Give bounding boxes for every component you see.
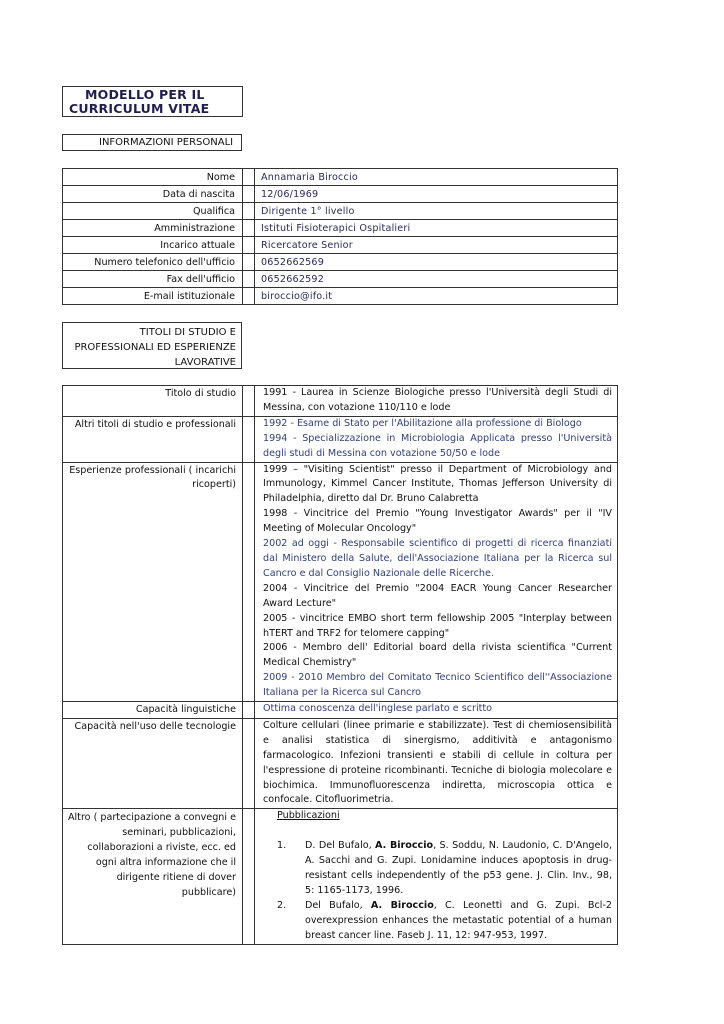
field-label: Data di nascita bbox=[63, 186, 243, 203]
table-row bbox=[63, 220, 618, 237]
field-label: Fax dell'ufficio bbox=[63, 271, 243, 288]
cv-title bbox=[62, 86, 243, 117]
field-value: Annamaria Biroccio bbox=[255, 169, 618, 186]
list-item: 1994 - Specializzazione in Microbiologia Applicata presso l'Università degli studi di Messina con votazione 50/50 e lode bbox=[263, 432, 612, 459]
field-label: Numero telefonico dell'ufficio bbox=[63, 254, 243, 271]
cv-title-line2: CURRICULUM VITAE bbox=[69, 101, 210, 116]
cv-title-line1: MODELLO PER IL bbox=[85, 87, 205, 102]
field-label: Incarico attuale bbox=[63, 237, 243, 254]
publication-number: 2. bbox=[277, 899, 287, 911]
publication-text: Del Bufalo, A. Biroccio, C. Leonetti and G. Zupi. Bcl-2 overexpression enhances the metastatic potential of a human breast cancer line. Faseb J. 11, 12: 947-953, 1997. bbox=[305, 899, 613, 941]
list-item: 2002 ad oggi - Responsabile scientifico di progetti di ricerca finanziati dal Ministero della Salute, dell'Associazione Italiana per la Ricerca sul Cancro e dal Consiglio Nazionale delle Ricerche. bbox=[263, 538, 612, 579]
table-row bbox=[63, 416, 618, 462]
table-row bbox=[63, 702, 618, 719]
table-row bbox=[63, 186, 618, 203]
list-item: 2006 - Membro dell' Editorial board della rivista scientifica "Current Medical Chemistry" bbox=[263, 642, 612, 669]
list-item: 2005 - vincitrice EMBO short term fellowship 2005 "Interplay between hTERT and TRF2 for telomere capping" bbox=[263, 612, 612, 639]
altri-titoli-value bbox=[255, 416, 618, 462]
publications-title: Pubblicazioni bbox=[277, 810, 340, 822]
field-value: 12/06/1969 bbox=[255, 186, 618, 203]
altro-value bbox=[255, 809, 618, 944]
altro-label: Altro ( partecipazione a convegni e seminari, pubblicazioni, collaborazioni a riviste, ecc. ed ogni altra informazione che il dirigente ritiene di dover pubblicare) bbox=[63, 809, 243, 944]
esperienze-label: Esperienze professionali ( incarichi ricoperti) bbox=[63, 462, 243, 702]
esperienze-value bbox=[255, 462, 618, 702]
email-link[interactable]: biroccio@ifo.it bbox=[255, 288, 618, 305]
altri-titoli-label: Altri titoli di studio e professionali bbox=[63, 416, 243, 462]
table-row bbox=[63, 462, 618, 702]
field-value: 0652662592 bbox=[255, 271, 618, 288]
table-row bbox=[63, 386, 618, 417]
field-value: Dirigente 1° livello bbox=[255, 203, 618, 220]
publication-text: D. Del Bufalo, A. Biroccio, S. Soddu, N. Laudonio, C. D'Angelo, A. Sacchi and G. Zupi. Lonidamine induces apoptosis in drug-resistant cells independently of the p53 gene. J. Clin. Inv., 98, 5: 1165-1173, 1996. bbox=[305, 840, 612, 896]
table-row bbox=[63, 288, 618, 305]
lingue-label: Capacità linguistiche bbox=[63, 702, 243, 719]
section-titles-experience: TITOLI DI STUDIO E PROFESSIONALI ED ESPERIENZE LAVORATIVE bbox=[62, 322, 242, 369]
list-item: 1992 - Esame di Stato per l'Abilitazione alla professione di Biologo bbox=[263, 417, 582, 429]
list-item bbox=[277, 899, 612, 944]
field-label: Nome bbox=[63, 169, 243, 186]
table-row bbox=[63, 169, 618, 186]
table-row bbox=[63, 809, 618, 944]
section-personal-info: INFORMAZIONI PERSONALI bbox=[62, 134, 242, 151]
lingue-value: Ottima conoscenza dell'inglese parlato e scritto bbox=[255, 702, 618, 719]
author-highlight: A. Biroccio bbox=[370, 899, 434, 911]
table-row bbox=[63, 237, 618, 254]
field-value: 0652662569 bbox=[255, 254, 618, 271]
list-item: 2004 - Vincitrice del Premio "2004 EACR Young Cancer Researcher Award Lecture" bbox=[263, 582, 612, 609]
personal-info-table bbox=[62, 168, 618, 305]
table-row bbox=[63, 718, 618, 808]
titolo-value: 1991 - Laurea in Scienze Biologiche presso l'Università degli Studi di Messina, con votazione 110/110 e lode bbox=[255, 386, 618, 417]
table-row bbox=[63, 271, 618, 288]
list-item bbox=[277, 839, 612, 899]
table-row bbox=[63, 203, 618, 220]
table-row bbox=[63, 254, 618, 271]
list-item: 1998 - Vincitrice del Premio "Young Investigator Awards" per il "IV Meeting of Molecular Oncology" bbox=[263, 508, 612, 535]
titolo-label: Titolo di studio bbox=[63, 386, 243, 417]
cv-details-table bbox=[62, 385, 618, 945]
tecnologie-value: Colture cellulari (linee primarie e stabilizzate). Test di chemiosensibilità e analisi statistica di sinergismo, additività e antagonismo farmacologico. Infezioni transienti e stabili di cellule in coltura per l'espressione di proteine ricombinanti. Tecniche di biologia molecolare e biochimica. Immunofluorescenza indiretta, microscopia ottica e confocale. Citofluorimetria. bbox=[255, 718, 618, 808]
field-label: Qualifica bbox=[63, 203, 243, 220]
field-label: Amministrazione bbox=[63, 220, 243, 237]
publication-number: 1. bbox=[277, 840, 287, 852]
field-value: Ricercatore Senior bbox=[255, 237, 618, 254]
author-highlight: A. Biroccio bbox=[375, 840, 434, 852]
field-label: E-mail istituzionale bbox=[63, 288, 243, 305]
list-item: 1999 – "Visiting Scientist" presso il Department of Microbiology and Immunology, Kimmel Cancer Institute, Thomas Jefferson University di Philadelphia, diretto dal Dr. Bruno Calabretta bbox=[263, 463, 612, 505]
field-value: Istituti Fisioterapici Ospitalieri bbox=[255, 220, 618, 237]
list-item: 2009 - 2010 Membro del Comitato Tecnico Scientifico dell''Associazione Italiana per la Ricerca sul Cancro bbox=[263, 672, 612, 699]
tecnologie-label: Capacità nell'uso delle tecnologie bbox=[63, 718, 243, 808]
